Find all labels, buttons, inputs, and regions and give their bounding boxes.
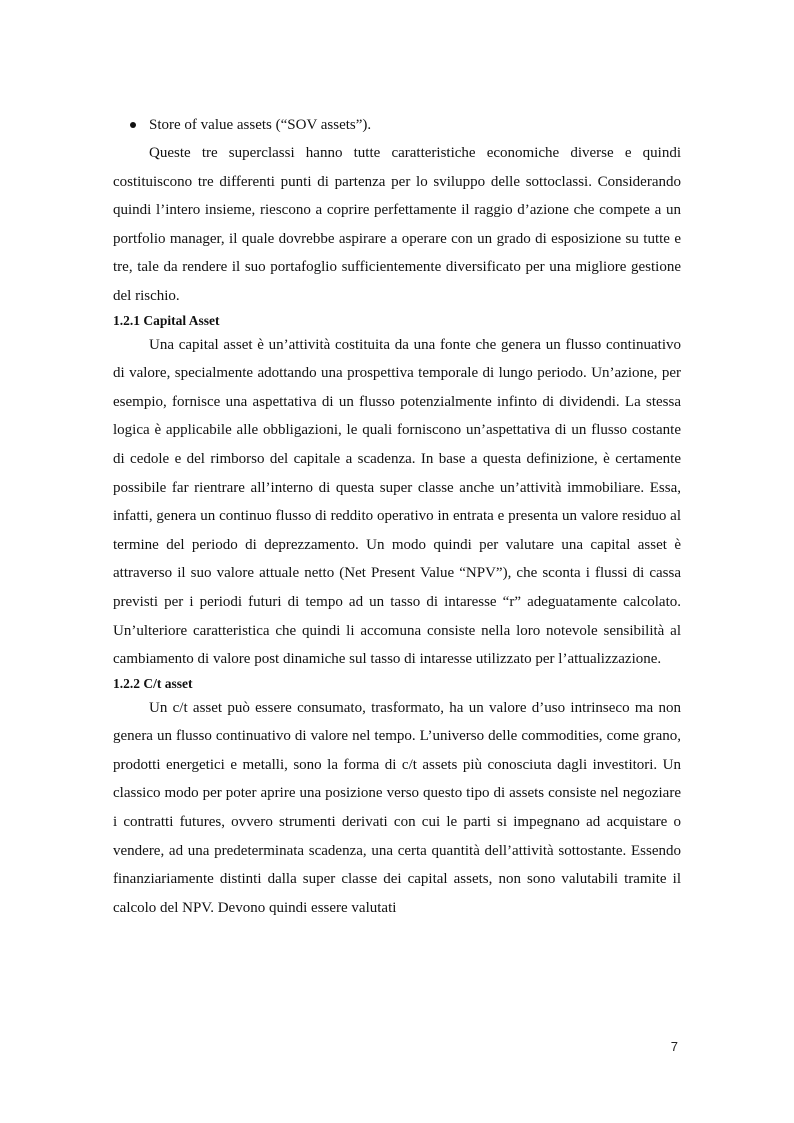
bullet-text: Store of value assets (“SOV assets”). <box>149 117 372 133</box>
heading-capital-asset: 1.2.1 Capital Asset <box>113 312 220 328</box>
paragraph-capital-asset: Una capital asset è un’attività costituita da una fonte che genera un flusso continuativo di valore, specialmente adottando una prospettiva temporale di lungo periodo. Un’azione, per esempio, fornisce una aspettativa di un flusso potenzialmente infinto di dividendi. La stessa logica è applicabile alle obbligazioni, le quali forniscono un’aspettativa di un flusso costante di cedole e del rimborso del capitale a scadenza. In base a questa definizione, è certamente possibile far rientrare all’interno di questa super classe anche un’attività immobiliare. Essa, infatti, genera un continuo flusso di reddito operativo in entrata e presenta un valore residuo al termine del periodo di deprezzamento. Un modo quindi per valutare una capital asset è attraverso il suo valore attuale netto (Net Present Value “NPV”), che sconta i flussi di cassa previsti per i periodi futuri di tempo ad un tasso di intaresse “r” adeguatamente calcolato. Un’ulteriore caratteristica che quindi li accomuna consiste nella loro notevole sensibilità al cambiamento di valore post dinamiche sul tasso di intaresse utilizzato per l’attualizzazione. <box>113 336 681 668</box>
document-page <box>113 111 681 922</box>
page-number: 7 <box>670 1039 678 1054</box>
heading-ct-asset: 1.2.2 C/t asset <box>113 675 193 691</box>
paragraph-intro: Queste tre superclassi hanno tutte caratteristiche economiche diverse e quindi costituiscono tre differenti punti di partenza per lo sviluppo delle sottoclassi. Considerando quindi l’intero insieme, riescono a coprire perfettamente il raggio d’azione che compete a un portfolio manager, il quale dovrebbe aspirare a operare con un grado di esposizione su tutte e tre, tale da rendere il suo portafoglio sufficientemente diversificato per una migliore gestione del rischio. <box>113 145 681 304</box>
paragraph-ct-asset: Un c/t asset può essere consumato, trasformato, ha un valore d’uso intrinseco ma non genera un flusso continuativo di valore nel tempo. L’universo delle commodities, come grano, prodotti energetici e metalli, sono la forma di c/t assets più conosciuta dagli investitori. Un classico modo per poter aprire una posizione verso questo tipo di assets consiste nel negoziare i contratti futures, ovvero strumenti derivati con cui le parti si impegnano ad acquistare o vendere, ad una predeterminata scadenza, una certa quantità dell’attività sottostante. Essendo finanziariamente distinti dalla super classe dei capital assets, non sono valutabili tramite il calcolo del NPV. Devono quindi essere valutati <box>113 699 681 916</box>
bullet-dot-icon <box>130 122 136 128</box>
bullet-list <box>113 111 681 139</box>
bullet-item-sov-assets <box>113 111 681 139</box>
